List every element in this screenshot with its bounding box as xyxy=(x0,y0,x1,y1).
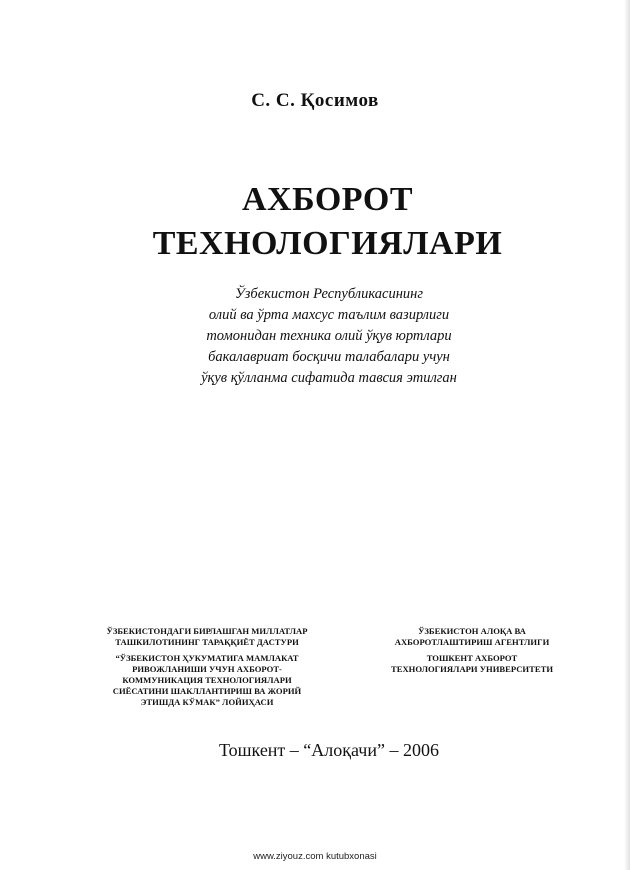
approval-note-line: олий ва ўрта махсус таълим вазирлиги xyxy=(208,307,450,323)
sponsor-line: “ЎЗБЕКИСТОН ҲУКУМАТИГА МАМЛАКАТ xyxy=(115,653,299,663)
sponsor-line: ЎЗБЕКИСТОНДАГИ БИРЛАШГАН МИЛЛАТЛАР xyxy=(106,626,308,636)
footer-url: www.ziyouz.com kutubxonasi xyxy=(253,851,377,862)
sponsor-line: СИЁСАТИНИ ШАКЛЛАНТИРИШ ВА ЖОРИЙ xyxy=(112,686,302,696)
sponsor-line: АХБОРОТЛАШТИРИШ АГЕНТЛИГИ xyxy=(394,637,550,647)
sponsor-line: ТОШКЕНТ АХБОРОТ xyxy=(426,653,518,663)
communications-agency-block xyxy=(372,626,572,648)
approval-note-line: бакалавриат босқичи талабалари учун xyxy=(208,349,450,365)
approval-note-line: ўқув қўлланма сифатида тавсия этилган xyxy=(201,370,457,386)
approval-note xyxy=(0,284,630,389)
sponsors-left-column xyxy=(92,626,322,713)
book-title-line-1: АХБОРОТ xyxy=(242,181,413,218)
author-name: С. С. Қосимов xyxy=(251,90,379,111)
book-title xyxy=(0,178,630,266)
publisher-imprint: Тошкент – “Алоқачи” – 2006 xyxy=(219,740,439,760)
sponsor-line: РИВОЖЛАНИШИ УЧУН АХБОРОТ- xyxy=(132,664,282,674)
sponsor-line: ЎЗБЕКИСТОН АЛОҚА ВА xyxy=(418,626,526,636)
ict-project-block xyxy=(92,653,322,708)
undp-block xyxy=(92,626,322,648)
sponsors-right-column xyxy=(372,626,572,680)
sponsor-line: КОММУНИКАЦИЯ ТЕХНОЛОГИЯЛАРИ xyxy=(122,675,292,685)
sponsor-line: ТЕХНОЛОГИЯЛАРИ УНИВЕРСИТЕТИ xyxy=(390,664,553,674)
sponsor-line: ЭТИШДА КЎМАК” ЛОЙИҲАСИ xyxy=(140,697,274,707)
approval-note-line: томонидан техника олий ўқув юртлари xyxy=(206,328,452,344)
book-title-line-2: ТЕХНОЛОГИЯЛАРИ xyxy=(152,225,503,262)
sponsor-line: ТАШКИЛОТИНИНГ ТАРАҚҚИЁТ ДАСТУРИ xyxy=(115,637,299,647)
university-block xyxy=(372,653,572,675)
approval-note-line: Ўзбекистон Республикасининг xyxy=(234,286,423,302)
